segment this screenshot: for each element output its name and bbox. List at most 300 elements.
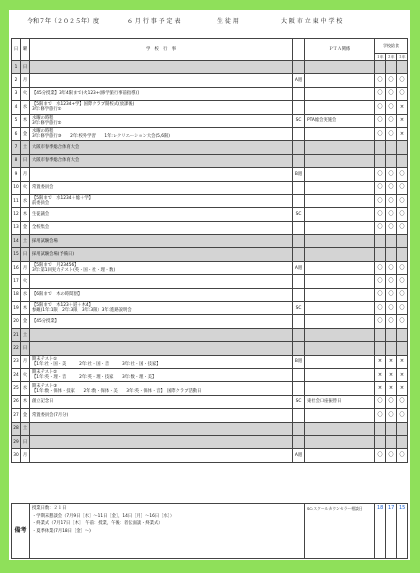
lunch-mark-grade-3 (397, 154, 408, 167)
pta-cell: PTA総会実施会 (305, 114, 375, 127)
pta-cell (305, 302, 375, 315)
weekday: 木 (21, 302, 30, 315)
event-cell (30, 261, 293, 274)
schedule-row (12, 275, 408, 288)
lunch-mark-grade-1: 〇 (375, 395, 386, 408)
lunch-mark-grade-2: 〇 (386, 261, 397, 274)
weekday: 金 (21, 409, 30, 422)
day-number: 14 (12, 235, 21, 248)
week-unit: B週 (293, 168, 305, 181)
event-text: 【5限まで 月23456】 (32, 263, 79, 269)
week-unit: B週 (293, 355, 305, 368)
event-text: 【1年:数・保体・技家 2年:数・保体・美 3年:英・保体・音】 国際クラブ活動日 (32, 388, 202, 394)
lunch-mark-grade-2: 〇 (386, 101, 397, 114)
lunch-mark-grade-2: 〇 (386, 302, 397, 315)
schedule-row (12, 409, 408, 422)
event-text: 3年:修学旅行② (32, 120, 62, 126)
lunch-mark-grade-3: 〇 (397, 74, 408, 87)
event-cell (30, 87, 293, 100)
weekday: 土 (21, 328, 30, 341)
schedule-row (12, 114, 408, 127)
event-cell (30, 141, 293, 154)
lunch-mark-grade-3 (397, 248, 408, 261)
lunch-mark-grade-2: 〇 (386, 168, 397, 181)
schedule-row (12, 194, 408, 207)
lunch-mark-grade-2: 〇 (386, 288, 397, 301)
lunch-mark-grade-3: × (397, 355, 408, 368)
weekday: 月 (21, 355, 30, 368)
weekday: 火 (21, 181, 30, 194)
event-text: 採用試験会場(予備日) (32, 252, 75, 258)
lunch-mark-grade-3: 〇 (397, 395, 408, 408)
day-number: 6 (12, 127, 21, 140)
lunch-mark-grade-1: × (375, 368, 386, 381)
weekday: 日 (21, 248, 30, 261)
schedule-row (12, 87, 408, 100)
event-cell (30, 368, 293, 381)
col-pta-header: ＰＴＡ関係 (305, 39, 375, 61)
weekday: 火 (21, 87, 30, 100)
event-text: 参観(1年:1限 2年:3限 3年:3限）3年:進路説明会 (32, 308, 132, 314)
event-text: 期末テスト③ (32, 383, 58, 389)
col-day-header: 日 (12, 39, 21, 61)
lunch-mark-grade-2 (386, 422, 397, 435)
notes-line: ・学期末懇談会（7月9日［水］～11日［金］，14日［月］～16日［水］） (32, 513, 175, 519)
notes-label: 備考 (12, 504, 30, 559)
lunch-mark-grade-1: 〇 (375, 409, 386, 422)
pta-cell (305, 275, 375, 288)
week-unit (293, 342, 305, 355)
week-unit (293, 435, 305, 448)
week-unit (293, 315, 305, 328)
pta-cell (305, 342, 375, 355)
lunch-mark-grade-1: × (375, 355, 386, 368)
day-number: 28 (12, 422, 21, 435)
day-number: 5 (12, 114, 21, 127)
day-number: 27 (12, 409, 21, 422)
col-events-header: 学 校 行 事 (30, 39, 293, 61)
event-cell (30, 395, 293, 408)
lunch-mark-grade-1: 〇 (375, 87, 386, 100)
week-unit (293, 275, 305, 288)
event-cell (30, 194, 293, 207)
audience-label: 生 徒 用 (217, 18, 239, 25)
event-text: 大阪市春季総合体育大会 (32, 145, 80, 151)
lunch-mark-grade-3: 〇 (397, 315, 408, 328)
lunch-count-grade-3: 15 (397, 504, 408, 559)
notes-line: 授業日数：２１日 (32, 506, 67, 511)
event-text: 採用試験会場 (32, 238, 58, 244)
lunch-grade-3-header: ３年 (397, 54, 408, 61)
pta-cell: 東社会口座振替日 (305, 395, 375, 408)
week-unit (293, 154, 305, 167)
lunch-grade-1-header: １年 (376, 54, 384, 59)
lunch-mark-grade-1: 〇 (375, 114, 386, 127)
event-cell (30, 355, 293, 368)
lunch-mark-grade-2: × (386, 355, 397, 368)
lunch-mark-grade-1 (375, 61, 386, 74)
pta-cell (305, 435, 375, 448)
lunch-mark-grade-3 (397, 435, 408, 448)
lunch-mark-grade-1: 〇 (375, 261, 386, 274)
lunch-mark-grade-2 (386, 61, 397, 74)
event-cell (30, 409, 293, 422)
schedule-row (12, 61, 408, 74)
weekday: 金 (21, 221, 30, 234)
schedule-row (12, 168, 408, 181)
weekday: 月 (21, 261, 30, 274)
schedule-row (12, 342, 408, 355)
schedule-row (12, 449, 408, 462)
day-number: 30 (12, 449, 21, 462)
pta-cell (305, 261, 375, 274)
week-unit (293, 248, 305, 261)
event-cell (30, 288, 293, 301)
pta-cell (305, 101, 375, 114)
event-cell (30, 302, 293, 315)
lunch-mark-grade-2: 〇 (386, 208, 397, 221)
day-number: 7 (12, 141, 21, 154)
day-number: 23 (12, 355, 21, 368)
lunch-mark-grade-3 (397, 422, 408, 435)
day-number: 12 (12, 208, 21, 221)
pta-cell (305, 315, 375, 328)
lunch-mark-grade-2 (386, 235, 397, 248)
schedule-row (12, 74, 408, 87)
lunch-mark-grade-1: 〇 (375, 168, 386, 181)
week-unit: SC (293, 302, 305, 315)
weekday: 月 (21, 449, 30, 462)
lunch-mark-grade-1: 〇 (375, 221, 386, 234)
day-number: 24 (12, 368, 21, 381)
day-number: 21 (12, 328, 21, 341)
lunch-count-grade-1: 18 (375, 504, 386, 559)
pta-cell (305, 422, 375, 435)
day-number: 9 (12, 168, 21, 181)
lunch-mark-grade-2 (386, 342, 397, 355)
event-text: 全校集会 (32, 225, 50, 231)
lunch-mark-grade-1 (375, 422, 386, 435)
lunch-count-grade-2: 17 (386, 504, 397, 559)
event-text: 3年:修学旅行③ 2年:校外学習 1年:レクリエーション大会(5,6限) (32, 134, 170, 140)
day-number: 19 (12, 302, 21, 315)
week-unit (293, 141, 305, 154)
event-text: 【6限まで 木の時間割】 (32, 292, 82, 298)
pta-cell (305, 382, 375, 395)
lunch-mark-grade-2: 〇 (386, 275, 397, 288)
event-text: 前委員会 (32, 201, 50, 207)
weekday: 火 (21, 368, 30, 381)
day-number: 18 (12, 288, 21, 301)
day-number: 26 (12, 395, 21, 408)
lunch-mark-grade-3: × (397, 127, 408, 140)
lunch-mark-grade-3: 〇 (397, 449, 408, 462)
lunch-mark-grade-3: 〇 (397, 409, 408, 422)
event-text: 常置委員会 (32, 185, 54, 191)
event-text: 【5限まで 木123＋道＋木4】 (32, 303, 93, 309)
weekday: 土 (21, 141, 30, 154)
event-text: 水曜の時程 (32, 115, 54, 121)
lunch-grade-2-header: ２年 (387, 54, 395, 59)
schedule-sheet (9, 10, 410, 560)
event-cell (30, 315, 293, 328)
weekday: 水 (21, 101, 30, 114)
pta-cell (305, 127, 375, 140)
week-unit: A週 (293, 449, 305, 462)
day-number: 20 (12, 315, 21, 328)
lunch-mark-grade-2: 〇 (386, 74, 397, 87)
event-cell (30, 328, 293, 341)
lunch-mark-grade-3: 〇 (397, 275, 408, 288)
event-text: 【1年:英・理・音 2年:英・理・技家 3年:数・理・美】 (32, 375, 157, 381)
lunch-mark-grade-1: 〇 (375, 302, 386, 315)
schedule-row (12, 302, 408, 315)
event-text: 生徒議会 (32, 211, 50, 217)
schedule-row (12, 141, 408, 154)
weekday: 水 (21, 382, 30, 395)
school-name: 大 阪 市 立 東 中 学 校 (281, 18, 343, 25)
event-cell (30, 154, 293, 167)
schedule-row (12, 315, 408, 328)
lunch-mark-grade-1: 〇 (375, 181, 386, 194)
schedule-row (12, 395, 408, 408)
event-cell (30, 61, 293, 74)
pta-cell (305, 235, 375, 248)
notes-line: ・終業式（7月17日［木］ 午前：授業，午後：者伝面談・終業式） (32, 521, 163, 526)
event-cell (30, 181, 293, 194)
schedule-row (12, 221, 408, 234)
schedule-row (12, 248, 408, 261)
lunch-mark-grade-3 (397, 61, 408, 74)
notes-line: ・夏季休業(7月18日［金］～) (32, 528, 91, 534)
lunch-mark-grade-1: 〇 (375, 315, 386, 328)
event-cell (30, 449, 293, 462)
week-unit (293, 235, 305, 248)
header-row (12, 39, 408, 54)
week-unit: SC (293, 208, 305, 221)
schedule-row (12, 235, 408, 248)
pta-cell (305, 328, 375, 341)
event-text: 【5限まで 水1234＋総＋学】 (32, 196, 93, 202)
lunch-mark-grade-1 (375, 328, 386, 341)
week-unit: A週 (293, 261, 305, 274)
sc-note: SC:スクールカウンセラー相談日 (305, 504, 375, 559)
pta-cell (305, 288, 375, 301)
event-cell (30, 221, 293, 234)
event-text: 期末テスト① (32, 356, 58, 362)
event-text: 期末テスト② (32, 370, 58, 376)
lunch-mark-grade-3: 〇 (397, 87, 408, 100)
day-number: 2 (12, 74, 21, 87)
schedule-table (11, 38, 408, 463)
week-unit (293, 194, 305, 207)
schedule-row (12, 435, 408, 448)
week-unit (293, 288, 305, 301)
pta-cell (305, 181, 375, 194)
notes-table (11, 503, 408, 559)
event-cell (30, 114, 293, 127)
weekday: 日 (21, 342, 30, 355)
lunch-mark-grade-1 (375, 235, 386, 248)
lunch-mark-grade-3: 〇 (397, 288, 408, 301)
event-cell (30, 422, 293, 435)
lunch-mark-grade-1 (375, 154, 386, 167)
lunch-mark-grade-3: 〇 (397, 261, 408, 274)
week-unit: SC (293, 114, 305, 127)
lunch-mark-grade-2: 〇 (386, 127, 397, 140)
weekday: 水 (21, 288, 30, 301)
lunch-mark-grade-2: × (386, 382, 397, 395)
lunch-mark-grade-1: 〇 (375, 74, 386, 87)
col-lunch-header: 学校給食 (375, 39, 408, 54)
lunch-mark-grade-1: × (375, 382, 386, 395)
lunch-mark-grade-3: × (397, 382, 408, 395)
weekday: 月 (21, 168, 30, 181)
week-unit (293, 368, 305, 381)
event-text: 水曜の時程 (32, 129, 54, 135)
week-unit (293, 87, 305, 100)
schedule-row (12, 261, 408, 274)
event-cell (30, 127, 293, 140)
lunch-mark-grade-1: 〇 (375, 288, 386, 301)
schedule-row (12, 288, 408, 301)
pta-cell (305, 449, 375, 462)
event-text: 常置委員会(7月分) (32, 412, 69, 418)
lunch-mark-grade-3: 〇 (397, 221, 408, 234)
day-number: 15 (12, 248, 21, 261)
day-number: 13 (12, 221, 21, 234)
event-cell (30, 382, 293, 395)
fiscal-year: 令和７年（２０２５年）度 (27, 18, 100, 25)
document-title: ６ 月 行 事 予 定 表 (127, 18, 181, 25)
lunch-mark-grade-3 (397, 235, 408, 248)
day-number: 22 (12, 342, 21, 355)
weekday: 月 (21, 74, 30, 87)
lunch-mark-grade-3: × (397, 368, 408, 381)
lunch-mark-grade-2: 〇 (386, 395, 397, 408)
pta-cell (305, 168, 375, 181)
day-number: 4 (12, 101, 21, 114)
weekday: 日 (21, 154, 30, 167)
day-number: 25 (12, 382, 21, 395)
pta-cell (305, 368, 375, 381)
col-weekday-header: 曜 (21, 39, 30, 61)
lunch-mark-grade-1: 〇 (375, 127, 386, 140)
event-text: 大阪市春季総合体育大会 (32, 158, 80, 164)
pta-cell (305, 248, 375, 261)
event-text: 3年:修学旅行① (32, 107, 62, 113)
weekday: 木 (21, 114, 30, 127)
lunch-mark-grade-2: 〇 (386, 315, 397, 328)
lunch-mark-grade-2 (386, 154, 397, 167)
week-unit: SC (293, 395, 305, 408)
lunch-mark-grade-3: × (397, 114, 408, 127)
event-cell (30, 208, 293, 221)
schedule-row (12, 181, 408, 194)
event-text: 3年:第1回実力テスト(英・国・社・理・数) (32, 268, 116, 274)
lunch-mark-grade-2: 〇 (386, 194, 397, 207)
day-number: 16 (12, 261, 21, 274)
event-cell (30, 235, 293, 248)
lunch-mark-grade-3: 〇 (397, 168, 408, 181)
event-cell (30, 168, 293, 181)
pta-cell (305, 355, 375, 368)
lunch-mark-grade-2: × (386, 368, 397, 381)
event-cell (30, 342, 293, 355)
schedule-row (12, 422, 408, 435)
lunch-mark-grade-3: × (397, 101, 408, 114)
pta-cell (305, 141, 375, 154)
day-number: 10 (12, 181, 21, 194)
schedule-row (12, 154, 408, 167)
event-cell (30, 101, 293, 114)
lunch-mark-grade-2: 〇 (386, 87, 397, 100)
weekday: 金 (21, 315, 30, 328)
lunch-mark-grade-3: 〇 (397, 181, 408, 194)
schedule-rows (12, 61, 408, 463)
lunch-mark-grade-2 (386, 328, 397, 341)
pta-cell (305, 154, 375, 167)
lunch-mark-grade-3 (397, 141, 408, 154)
weekday: 水 (21, 194, 30, 207)
schedule-row (12, 328, 408, 341)
lunch-mark-grade-2: 〇 (386, 114, 397, 127)
lunch-mark-grade-2: 〇 (386, 181, 397, 194)
weekday: 土 (21, 422, 30, 435)
lunch-mark-grade-3: 〇 (397, 194, 408, 207)
week-unit (293, 328, 305, 341)
pta-cell (305, 208, 375, 221)
event-cell (30, 435, 293, 448)
week-unit (293, 61, 305, 74)
lunch-mark-grade-2: 〇 (386, 409, 397, 422)
weekday: 日 (21, 435, 30, 448)
lunch-mark-grade-1 (375, 435, 386, 448)
lunch-mark-grade-3 (397, 328, 408, 341)
pta-cell (305, 87, 375, 100)
day-number: 11 (12, 194, 21, 207)
week-unit (293, 409, 305, 422)
day-number: 3 (12, 87, 21, 100)
lunch-mark-grade-2 (386, 141, 397, 154)
lunch-mark-grade-1 (375, 342, 386, 355)
document-header (9, 16, 410, 28)
lunch-mark-grade-3: 〇 (397, 302, 408, 315)
event-text: 創立記念日 (32, 399, 54, 405)
lunch-mark-grade-1: 〇 (375, 208, 386, 221)
lunch-mark-grade-1: 〇 (375, 194, 386, 207)
event-cell (30, 275, 293, 288)
event-text: 【45分授業】3年4限まで(火123+(修学旅行事前指導)] (32, 91, 139, 97)
pta-cell (305, 221, 375, 234)
lunch-mark-grade-1: 〇 (375, 449, 386, 462)
schedule-row (12, 382, 408, 395)
pta-cell (305, 61, 375, 74)
lunch-mark-grade-2 (386, 248, 397, 261)
lunch-mark-grade-2: 〇 (386, 449, 397, 462)
event-cell (30, 248, 293, 261)
pta-cell (305, 409, 375, 422)
lunch-mark-grade-1: 〇 (375, 101, 386, 114)
day-number: 17 (12, 275, 21, 288)
day-number: 8 (12, 154, 21, 167)
lunch-mark-grade-1 (375, 248, 386, 261)
notes-body (30, 504, 305, 559)
lunch-mark-grade-2 (386, 435, 397, 448)
event-text: 【5限まで 水1234+学】国際クラブ開校式(放課後) (32, 102, 135, 108)
weekday: 土 (21, 235, 30, 248)
pta-cell (305, 194, 375, 207)
